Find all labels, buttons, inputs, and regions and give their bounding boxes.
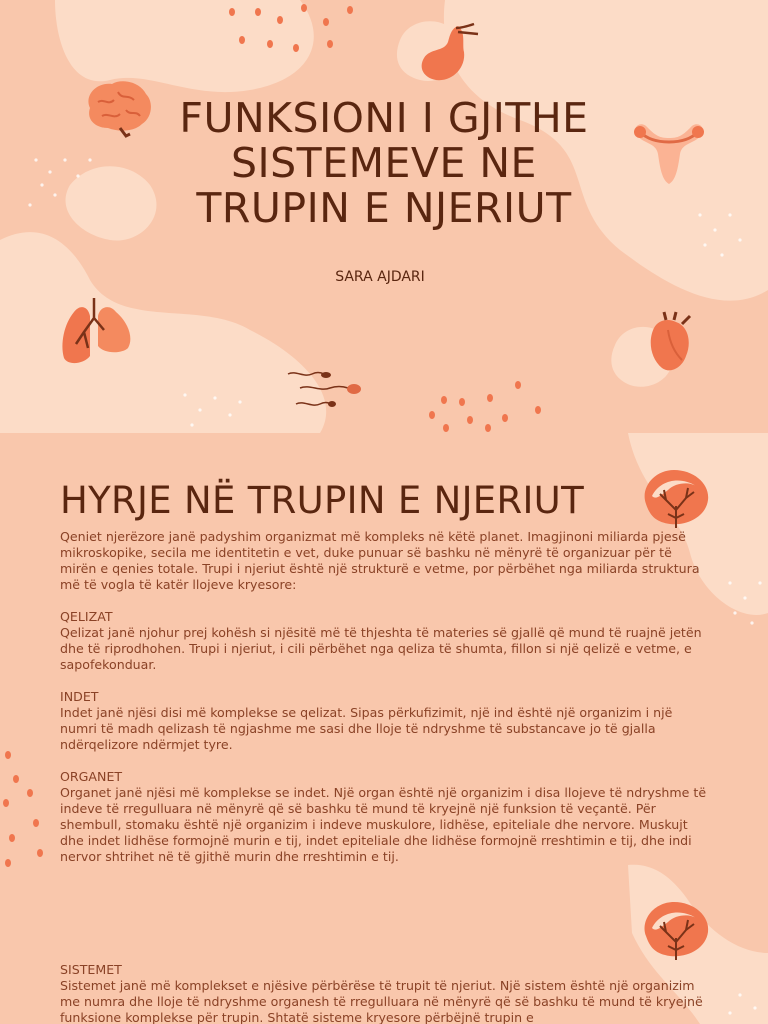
content-slide	[0, 433, 768, 1024]
stomach-icon	[418, 22, 484, 84]
section-organs	[60, 769, 712, 865]
section-text: Qelizat janë njohur prej kohësh si njësitë më të thjeshta të materies së gjallë që mund të ruajnë jetën dhe të riprodhohen. Trupi i njeriut, i cili përbëhet nga qeliza të shumta, fillon si një qelizë e vetme, e sapofekonduar.	[60, 625, 702, 672]
section-text: Indet janë njësi disi më komplekse se qelizat. Sipas përkufizimit, një ind është një organizim i një numri të madh qelizash të ngjashme me sasi dhe lloje të ndryshme të substancave jo të gjalla ndërqelizore ndërmjet tyre.	[60, 705, 673, 752]
author-name: SARA AJDARI	[335, 269, 425, 285]
uterus-icon	[630, 118, 708, 190]
intro-paragraph: Qeniet njerëzore janë padyshim organizmat më kompleks në këtë planet. Imagjinoni miliarda pjesë mikroskopike, secila me identitetin e vet, duke punuar së bashku në mënyrë të organizuar për të mirën e qenies totale. Trupi i njeriut është një strukturë e vetme, por përbëhet nga miliarda struktura më të vogla të katër llojeve kryesore:	[60, 529, 700, 592]
section-heading: HYRJE NË TRUPIN E NJERIUT	[60, 479, 584, 522]
section-label: ORGANET	[60, 769, 123, 784]
section-tissues	[60, 689, 712, 753]
lungs-icon	[58, 298, 134, 368]
presentation-title: FUNKSIONI I GJITHE SISTEMEVE NE TRUPIN E NJERIUT	[179, 94, 589, 232]
section-text: Sistemet janë më komplekset e njësive përbërëse të trupit të njeriut. Një sistem është një organizim me numra dhe lloje të ndryshme organesh të rregulluara në mënyrë që së bashku të mund të kryejnë funksione komplekse për trupin. Shtatë sisteme kryesore përbëjnë trupin e	[60, 978, 703, 1024]
lung-tissue-icon	[640, 898, 712, 962]
lung-tissue-icon	[640, 466, 712, 530]
section-systems	[60, 962, 712, 1024]
heart-icon	[646, 310, 694, 372]
title-slide	[0, 0, 768, 433]
brain-icon	[82, 78, 154, 140]
section-cells	[60, 609, 712, 673]
section-label: SISTEMET	[60, 962, 122, 977]
section-label: QELIZAT	[60, 609, 113, 624]
section-text: Organet janë njësi më komplekse se indet. Një organ është një organizim i disa llojeve të ndryshme të indeve të rregulluara në mënyrë që së bashku të mund të kryejnë një funksion të veçantë. Për shembull, stomaku është një organizim i indeve muskulore, lidhëse, epiteliale dhe nervore. Muskujt dhe indet lidhëse formojnë murin e tij, indet epiteliale dhe lidhëse formojnë rreshtimin e tij, dhe indi nervor shtrihet në të gjithë murin dhe rreshtimin e tij.	[60, 785, 707, 864]
sperm-icon	[286, 366, 366, 414]
section-label: INDET	[60, 689, 99, 704]
